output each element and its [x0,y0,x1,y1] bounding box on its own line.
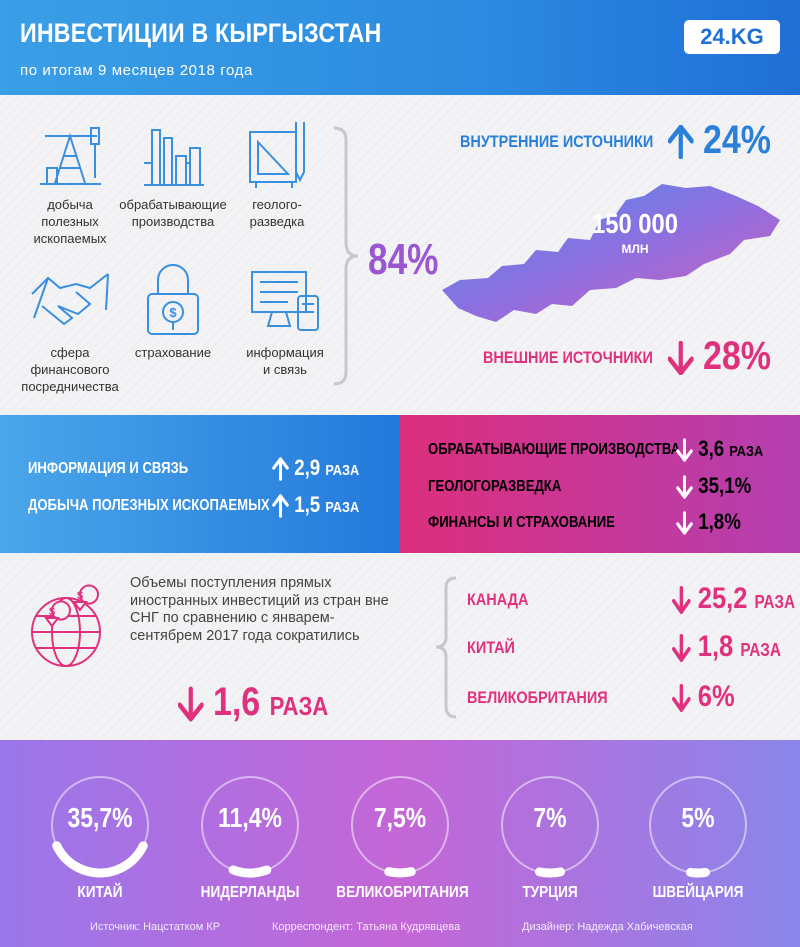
page-subtitle: по итогам 9 месяцев 2018 года [20,62,253,79]
country-change-number: 1,8 [697,630,734,663]
growth-down-unit: РАЗА [729,443,764,460]
external-sources-label: ВНЕШНИЕ ИСТОЧНИКИ [483,348,653,367]
arrow-down-icon [178,686,204,722]
growth-up-unit: РАЗА [325,499,360,516]
country-change [672,630,781,664]
growth-down-label: ОБРАБАТЫВАЮЩИЕ ПРОИЗВОДСТВА [428,441,681,458]
investor-share: 5% [681,802,715,833]
svg-text:$: $ [169,305,177,320]
sector-manufacturing [118,118,228,230]
credits-correspondent: Корреспондент: Татьяна Кудрявцева [272,921,461,933]
sector-label: добыча [47,197,93,212]
credits-source: Источник: Нацстатком КР [90,921,221,933]
sector-label: производства [131,214,215,229]
sector-mining [15,118,125,247]
sector-label: страхование [134,345,212,360]
investor-share: 11,4% [218,802,282,833]
investor-country: ШВЕЙЦАРИЯ [652,884,744,901]
total-investment-value: 150 000 [591,208,679,239]
investor-country: НИДЕРЛАНДЫ [200,884,300,901]
arrow-down-icon [672,634,691,662]
arrow-down-icon [672,586,691,614]
sector-geology [222,118,332,230]
countries-brace [432,575,460,720]
growth-down-number: 3,6 [698,436,725,461]
arrow-up-icon [272,457,289,481]
internal-sources-value [668,118,771,163]
arrow-down-icon [676,438,693,462]
growth-down-number: 35,1% [698,473,752,498]
country-change-number: 6% [697,680,735,713]
arrow-up-icon [668,125,694,159]
growth-down-number: 1,8% [698,509,741,534]
growth-down-value [676,509,741,535]
sector-label: сфера [50,345,90,360]
investor-country: КИТАЙ [77,884,123,901]
computer-icon [248,264,322,338]
country-change [672,582,795,616]
globe-dollar-icon [28,580,108,670]
internal-sources-pct: 24% [702,118,772,162]
sector-label: разведка [249,214,305,229]
growth-up-value [272,492,359,518]
page-title: ИНВЕСТИЦИИ В КЫРГЫЗСТАН [20,18,382,48]
sectors-brace [328,125,364,387]
sector-label: обрабатывающие [119,197,227,212]
country-change-number: 25,2 [697,582,748,615]
credits-designer: Дизайнер: Надежда Хабичевская [522,921,693,933]
investor-country: ВЕЛИКОБРИТАНИЯ [336,884,469,901]
sector-label: и связь [263,362,307,377]
country-name: ВЕЛИКОБРИТАНИЯ [467,688,608,707]
arrow-down-icon [672,684,691,712]
sector-label: полезных [41,214,99,229]
growth-up-label: ДОБЫЧА ПОЛЕЗНЫХ ИСКОПАЕМЫХ [28,497,270,514]
sector-label: финансового [30,362,110,377]
growth-up-panel [0,415,400,553]
country-name: КИТАЙ [467,638,515,657]
svg-text:$: $ [48,606,56,618]
external-sources-pct: 28% [702,334,772,378]
sectors-share: 84% [368,235,439,284]
factory-icon [138,118,208,190]
site-logo[interactable]: 24.KG [684,20,780,54]
sector-label: геолого- [252,197,302,212]
investor-share: 7% [533,802,567,833]
growth-down-label: ФИНАНСЫ И СТРАХОВАНИЕ [428,514,615,531]
arrow-down-icon [676,511,693,535]
country-name: КАНАДА [467,590,529,609]
growth-up-unit: РАЗА [325,462,360,479]
growth-up-number: 2,9 [294,455,321,480]
fdi-description: Объемы поступления прямых иностранных инвестиций из стран вне СНГ по сравнению с январем-сентябрем 2017 года сократились [130,575,389,644]
investor-country: ТУРЦИЯ [522,884,578,901]
investor-share: 7,5% [373,802,427,833]
growth-up-label: ИНФОРМАЦИЯ И СВЯЗЬ [28,460,189,477]
sector-label: ископаемых [33,231,107,246]
arrow-down-icon [668,341,694,375]
total-investment-unit: МЛН [621,242,649,256]
drafting-tools-icon [242,118,312,190]
sector-ict [230,264,340,378]
growth-up-value [272,455,359,481]
growth-down-value [676,436,763,462]
arrow-down-icon [676,475,693,499]
lock-dollar-icon [138,264,208,338]
header [0,0,800,95]
fdi-change [178,680,328,725]
external-sources-value [668,334,771,379]
sector-label: информация [246,345,324,360]
country-change [672,680,735,714]
growth-down-label: ГЕОЛОГОРАЗВЕДКА [428,478,562,495]
fdi-change-unit: РАЗА [269,691,329,721]
growth-down-value [676,473,751,499]
svg-text:$: $ [76,590,84,602]
handshake-icon [28,266,112,338]
internal-sources-label: ВНУТРЕННИЕ ИСТОЧНИКИ [460,132,654,151]
country-change-unit: РАЗА [740,640,781,660]
investor-share: 35,7% [67,802,133,833]
arrow-up-icon [272,494,289,518]
oil-pump-icon [35,118,105,190]
sector-finance [15,266,125,395]
country-change-unit: РАЗА [754,592,796,612]
sector-label: посредничества [21,379,119,394]
sector-insurance [118,264,228,361]
fdi-change-number: 1,6 [212,680,261,724]
growth-up-number: 1,5 [294,492,321,517]
